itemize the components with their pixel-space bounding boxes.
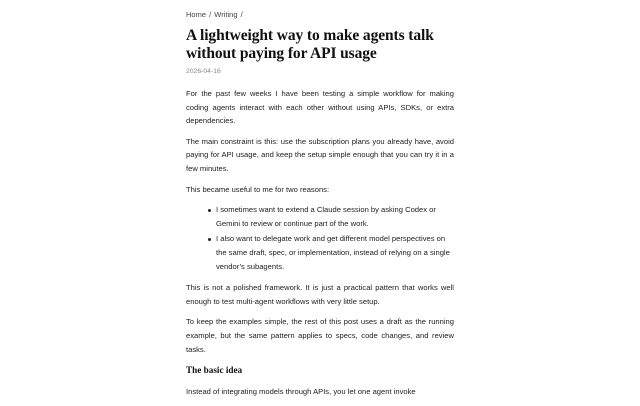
- breadcrumb-home-link[interactable]: Home: [186, 10, 207, 19]
- breadcrumb-separator: /: [209, 10, 212, 19]
- article-body: [186, 87, 454, 399]
- section-heading: The basic idea: [186, 365, 243, 376]
- breadcrumb-writing-link[interactable]: Writing: [214, 10, 238, 19]
- paragraph: For the past few weeks I have been testing a simple workflow for making coding agents interact with each other without using APIs, SDKs, or extra dependencies.: [186, 89, 454, 126]
- reasons-list: [186, 203, 454, 273]
- breadcrumb: [186, 10, 454, 20]
- breadcrumb-separator: /: [240, 10, 243, 19]
- paragraph: Instead of integrating models through APIs, you let one agent invoke: [186, 387, 416, 397]
- paragraph: This is not a polished framework. It is just a practical pattern that works well enough to test multi-agent workflows with very little setup.: [186, 283, 454, 306]
- paragraph: This became useful to me for two reasons:: [186, 184, 330, 194]
- list-item: I sometimes want to extend a Claude session by asking Codex or Gemini to review or continue part of the work.: [216, 203, 454, 230]
- paragraph: The main constraint is this: use the subscription plans you already have, avoid paying for API usage, and keep the setup simple enough that you can try it in a few minutes.: [186, 136, 454, 173]
- post-date: 2026-04-16: [186, 68, 221, 75]
- paragraph: To keep the examples simple, the rest of this post uses a draft as the running example, but the same pattern applies to specs, code changes, and review tasks.: [186, 317, 454, 354]
- list-item: I also want to delegate work and get different model perspectives on the same draft, spec, or implementation, instead of relying on a single vendor’s subagents.: [216, 232, 454, 273]
- page-title: A lightweight way to make agents talk without paying for API usage: [186, 27, 434, 62]
- article-page: [186, 10, 454, 406]
